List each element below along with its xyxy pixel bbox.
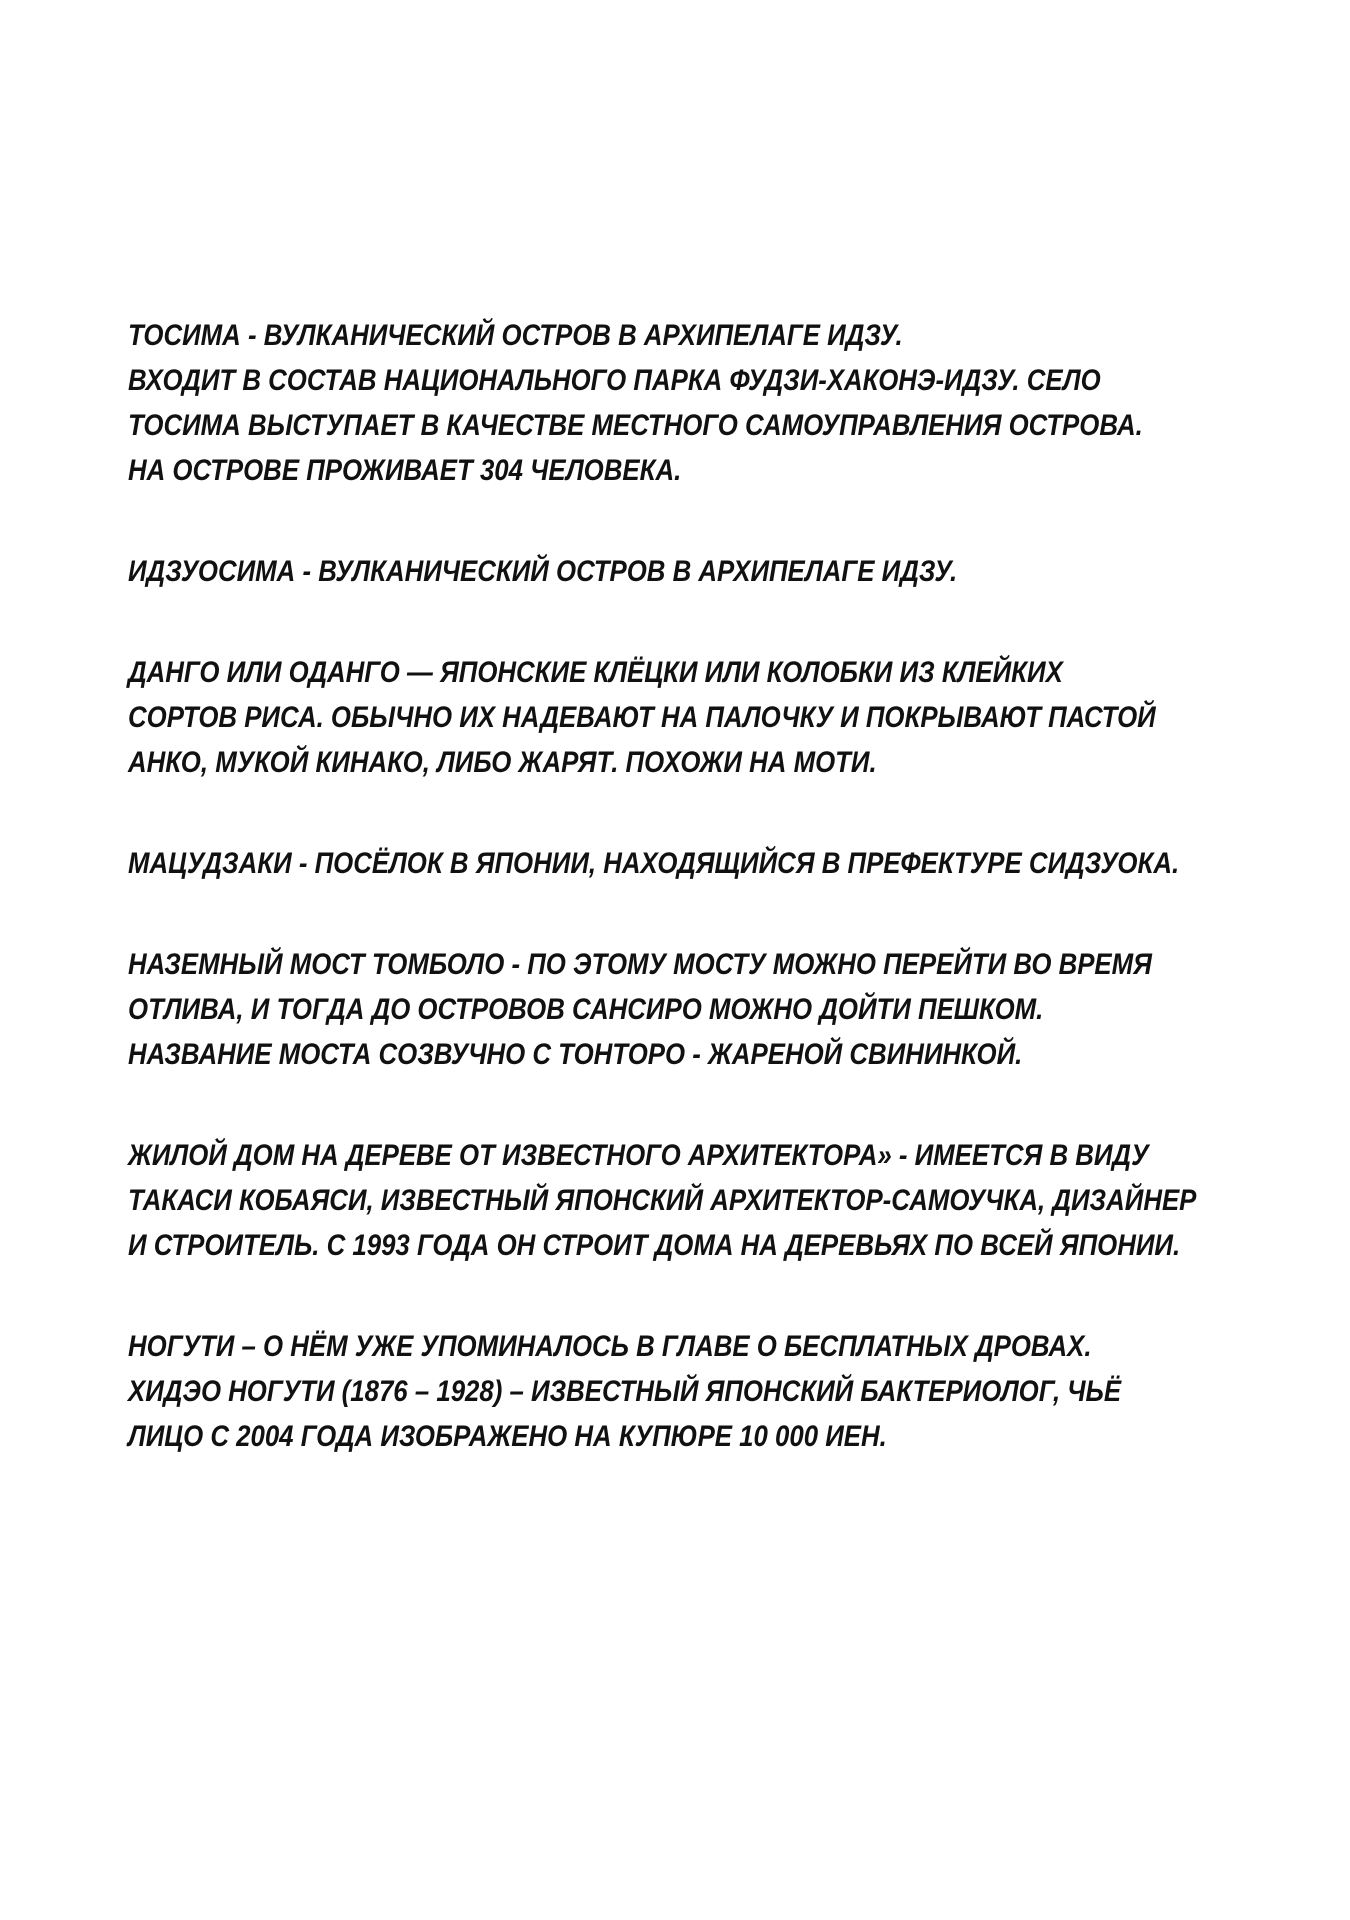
note-line: СОРТОВ РИСА. ОБЫЧНО ИХ НАДЕВАЮТ НА ПАЛОЧКУ И ПОКРЫВАЮТ ПАСТОЙ [128,701,1156,734]
note-line: ОТЛИВА, И ТОГДА ДО ОСТРОВОВ САНСИРО МОЖНО ДОЙТИ ПЕШКОМ. [128,993,1044,1026]
note-tree-house [128,1133,1248,1268]
note-line: ИДЗУОСИМА - ВУЛКАНИЧЕСКИЙ ОСТРОВ В АРХИПЕЛАГЕ ИДЗУ. [128,555,958,588]
note-line: НАЗВАНИЕ МОСТА СОЗВУЧНО С ТОНТОРО - ЖАРЕНОЙ СВИНИНКОЙ. [128,1038,1023,1071]
note-izuoshima [128,549,1248,594]
note-line: ТОСИМА ВЫСТУПАЕТ В КАЧЕСТВЕ МЕСТНОГО САМОУПРАВЛЕНИЯ ОСТРОВА. [128,409,1143,442]
note-line: ХИДЭО НОГУТИ (1876 – 1928) – ИЗВЕСТНЫЙ ЯПОНСКИЙ БАКТЕРИОЛОГ, ЧЬЁ [128,1375,1122,1408]
note-line: ТАКАСИ КОБАЯСИ, ИЗВЕСТНЫЙ ЯПОНСКИЙ АРХИТЕКТОР-САМОУЧКА, ДИЗАЙНЕР [128,1184,1197,1217]
note-line: АНКО, МУКОЙ КИНАКО, ЛИБО ЖАРЯТ. ПОХОЖИ НА МОТИ. [128,746,877,779]
note-line: ДАНГО ИЛИ ОДАНГО — ЯПОНСКИЕ КЛЁЦКИ ИЛИ КОЛОБКИ ИЗ КЛЕЙКИХ [128,656,1063,689]
note-line: НА ОСТРОВЕ ПРОЖИВАЕТ 304 ЧЕЛОВЕКА. [128,454,682,487]
note-matsuzaki [128,841,1248,886]
note-tombolo-bridge [128,942,1248,1077]
note-noguchi [128,1324,1248,1459]
note-toshima [128,313,1248,493]
note-dango [128,650,1248,785]
notes-list [128,313,1248,1515]
note-line: НАЗЕМНЫЙ МОСТ ТОМБОЛО - ПО ЭТОМУ МОСТУ МОЖНО ПЕРЕЙТИ ВО ВРЕМЯ [128,948,1152,981]
note-line: ЛИЦО С 2004 ГОДА ИЗОБРАЖЕНО НА КУПЮРЕ 10 000 ИЕН. [128,1420,887,1453]
note-line: ВХОДИТ В СОСТАВ НАЦИОНАЛЬНОГО ПАРКА ФУДЗИ-ХАКОНЭ-ИДЗУ. СЕЛО [128,364,1101,397]
note-line: ТОСИМА - ВУЛКАНИЧЕСКИЙ ОСТРОВ В АРХИПЕЛАГЕ ИДЗУ. [128,319,903,352]
note-line: МАЦУДЗАКИ - ПОСЁЛОК В ЯПОНИИ, НАХОДЯЩИЙСЯ В ПРЕФЕКТУРЕ СИДЗУОКА. [128,847,1180,880]
note-line: И СТРОИТЕЛЬ. С 1993 ГОДА ОН СТРОИТ ДОМА НА ДЕРЕВЬЯХ ПО ВСЕЙ ЯПОНИИ. [128,1229,1181,1262]
note-line: НОГУТИ – О НЁМ УЖЕ УПОМИНАЛОСЬ В ГЛАВЕ О БЕСПЛАТНЫХ ДРОВАХ. [128,1330,1092,1363]
note-line: ЖИЛОЙ ДОМ НА ДЕРЕВЕ ОТ ИЗВЕСТНОГО АРХИТЕКТОРА» - ИМЕЕТСЯ В ВИДУ [128,1139,1149,1172]
